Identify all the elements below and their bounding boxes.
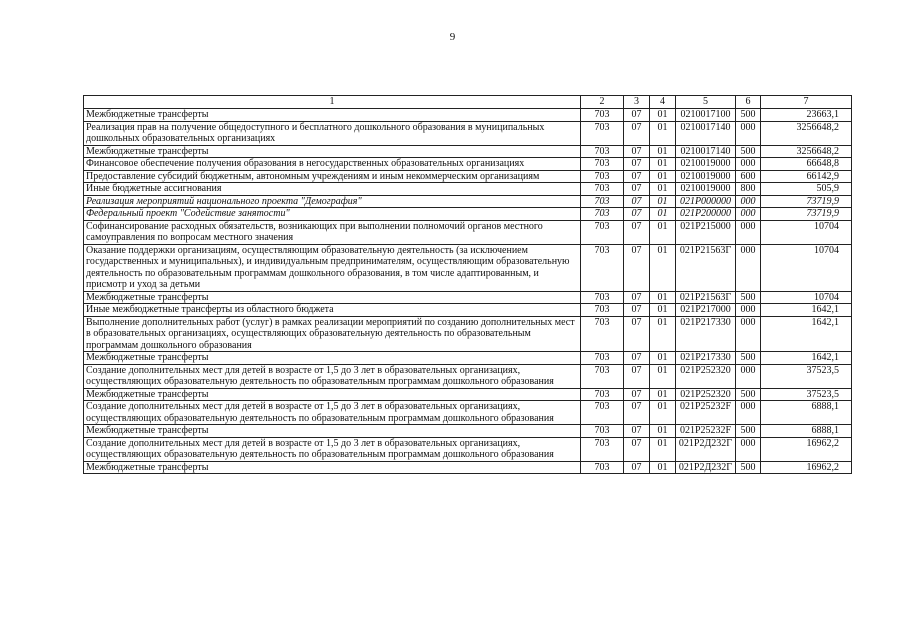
table-row: [84, 195, 852, 208]
row-subsection-cell: 01: [650, 461, 676, 474]
row-section-cell: 07: [624, 461, 650, 474]
row-target-article-cell: 021P000000: [676, 195, 736, 208]
row-amount-cell: 6888,1: [761, 425, 852, 438]
table-row: [84, 291, 852, 304]
row-amount-cell: 23663,1: [761, 109, 852, 122]
row-subsection-cell: 01: [650, 158, 676, 171]
row-code-cell: 703: [581, 170, 624, 183]
table-row: [84, 158, 852, 171]
row-target-article-cell: 0210017140: [676, 121, 736, 145]
table-row: [84, 208, 852, 221]
row-section-cell: 07: [624, 437, 650, 461]
row-expense-type-cell: 000: [736, 208, 761, 221]
row-subsection-cell: 01: [650, 401, 676, 425]
row-section-cell: 07: [624, 388, 650, 401]
table-row: [84, 388, 852, 401]
row-subsection-cell: 01: [650, 304, 676, 317]
row-code-cell: 703: [581, 145, 624, 158]
row-code-cell: 703: [581, 401, 624, 425]
table-row: [84, 220, 852, 244]
table-row: [84, 109, 852, 122]
row-target-article-cell: 0210019000: [676, 158, 736, 171]
row-section-cell: 07: [624, 121, 650, 145]
header-cell: 2: [581, 96, 624, 109]
row-amount-cell: 16962,2: [761, 461, 852, 474]
row-expense-type-cell: 500: [736, 461, 761, 474]
row-target-article-cell: 021P2Д232Г: [676, 437, 736, 461]
row-target-article-cell: 0210019000: [676, 183, 736, 196]
row-subsection-cell: 01: [650, 291, 676, 304]
row-subsection-cell: 01: [650, 183, 676, 196]
row-section-cell: 07: [624, 208, 650, 221]
table-row: [84, 425, 852, 438]
row-target-article-cell: 0210017100: [676, 109, 736, 122]
row-section-cell: 07: [624, 401, 650, 425]
row-subsection-cell: 01: [650, 109, 676, 122]
row-subsection-cell: 01: [650, 145, 676, 158]
row-expense-type-cell: 500: [736, 109, 761, 122]
row-amount-cell: 1642,1: [761, 352, 852, 365]
row-expense-type-cell: 000: [736, 401, 761, 425]
row-code-cell: 703: [581, 437, 624, 461]
row-target-article-cell: 021P217330: [676, 316, 736, 352]
row-expense-type-cell: 000: [736, 316, 761, 352]
row-amount-cell: 1642,1: [761, 304, 852, 317]
row-section-cell: 07: [624, 364, 650, 388]
table-row: [84, 461, 852, 474]
header-cell: 6: [736, 96, 761, 109]
row-section-cell: 07: [624, 158, 650, 171]
row-code-cell: 703: [581, 388, 624, 401]
table-row: [84, 183, 852, 196]
row-amount-cell: 37523,5: [761, 388, 852, 401]
row-subsection-cell: 01: [650, 316, 676, 352]
row-expense-type-cell: 500: [736, 145, 761, 158]
row-code-cell: 703: [581, 121, 624, 145]
row-expense-type-cell: 000: [736, 220, 761, 244]
row-amount-cell: 3256648,2: [761, 145, 852, 158]
table-header-row: [84, 96, 852, 109]
row-code-cell: 703: [581, 304, 624, 317]
row-code-cell: 703: [581, 220, 624, 244]
row-subsection-cell: 01: [650, 121, 676, 145]
row-subsection-cell: 01: [650, 208, 676, 221]
table-body: [84, 96, 852, 474]
row-name-cell: Выполнение дополнительных работ (услуг) в рамках реализации мероприятий по созданию дополнительных мест в образовательных организациях, осуществляющих образовательную деятельность по образовательным программам дошкольного образования: [84, 316, 581, 352]
table-row: [84, 364, 852, 388]
row-code-cell: 703: [581, 291, 624, 304]
row-name-cell: Межбюджетные трансферты: [84, 352, 581, 365]
row-expense-type-cell: 600: [736, 170, 761, 183]
row-target-article-cell: 021P217330: [676, 352, 736, 365]
row-name-cell: Межбюджетные трансферты: [84, 425, 581, 438]
row-amount-cell: 66648,8: [761, 158, 852, 171]
row-expense-type-cell: 500: [736, 425, 761, 438]
row-code-cell: 703: [581, 195, 624, 208]
row-amount-cell: 505,9: [761, 183, 852, 196]
row-name-cell: Создание дополнительных мест для детей в возрасте от 1,5 до 3 лет в образовательных организациях, осуществляющих образовательную деятельность по образовательным программам дошкольного образования: [84, 437, 581, 461]
row-target-article-cell: 0210019000: [676, 170, 736, 183]
table-row: [84, 352, 852, 365]
row-section-cell: 07: [624, 291, 650, 304]
row-section-cell: 07: [624, 244, 650, 291]
row-expense-type-cell: 500: [736, 291, 761, 304]
row-name-cell: Межбюджетные трансферты: [84, 109, 581, 122]
row-name-cell: Реализация прав на получение общедоступного и бесплатного дошкольного образования в муниципальных дошкольных образовательных организациях: [84, 121, 581, 145]
row-amount-cell: 16962,2: [761, 437, 852, 461]
row-target-article-cell: 021P25232F: [676, 401, 736, 425]
row-subsection-cell: 01: [650, 244, 676, 291]
row-expense-type-cell: 000: [736, 195, 761, 208]
row-amount-cell: 1642,1: [761, 316, 852, 352]
row-code-cell: 703: [581, 352, 624, 365]
row-section-cell: 07: [624, 109, 650, 122]
header-cell: 5: [676, 96, 736, 109]
header-cell: 7: [761, 96, 852, 109]
row-target-article-cell: 0210017140: [676, 145, 736, 158]
row-code-cell: 703: [581, 109, 624, 122]
row-expense-type-cell: 500: [736, 352, 761, 365]
row-target-article-cell: 021P21563Г: [676, 291, 736, 304]
row-amount-cell: 3256648,2: [761, 121, 852, 145]
row-code-cell: 703: [581, 158, 624, 171]
row-subsection-cell: 01: [650, 425, 676, 438]
row-amount-cell: 10704: [761, 244, 852, 291]
row-amount-cell: 6888,1: [761, 401, 852, 425]
row-target-article-cell: 021P252320: [676, 364, 736, 388]
header-cell: 4: [650, 96, 676, 109]
row-subsection-cell: 01: [650, 352, 676, 365]
row-amount-cell: 73719,9: [761, 195, 852, 208]
row-subsection-cell: 01: [650, 364, 676, 388]
row-name-cell: Создание дополнительных мест для детей в возрасте от 1,5 до 3 лет в образовательных организациях, осуществляющих образовательную деятельность по образовательным программам дошкольного образования: [84, 401, 581, 425]
table-row: [84, 170, 852, 183]
row-section-cell: 07: [624, 195, 650, 208]
row-target-article-cell: 021P215000: [676, 220, 736, 244]
table-row: [84, 316, 852, 352]
row-subsection-cell: 01: [650, 388, 676, 401]
row-section-cell: 07: [624, 316, 650, 352]
row-section-cell: 07: [624, 352, 650, 365]
row-code-cell: 703: [581, 316, 624, 352]
row-amount-cell: 66142,9: [761, 170, 852, 183]
header-cell: 3: [624, 96, 650, 109]
row-expense-type-cell: 500: [736, 388, 761, 401]
row-code-cell: 703: [581, 461, 624, 474]
row-amount-cell: 73719,9: [761, 208, 852, 221]
row-expense-type-cell: 800: [736, 183, 761, 196]
row-target-article-cell: 021P200000: [676, 208, 736, 221]
row-target-article-cell: 021P252320: [676, 388, 736, 401]
table-row: [84, 401, 852, 425]
row-section-cell: 07: [624, 183, 650, 196]
row-name-cell: Софинансирование расходных обязательств, возникающих при выполнении полномочий органов местного самоуправления по вопросам местного значения: [84, 220, 581, 244]
row-code-cell: 703: [581, 364, 624, 388]
row-name-cell: Финансовое обеспечение получения образования в негосударственных образовательных организациях: [84, 158, 581, 171]
row-expense-type-cell: 000: [736, 437, 761, 461]
row-code-cell: 703: [581, 183, 624, 196]
row-name-cell: Создание дополнительных мест для детей в возрасте от 1,5 до 3 лет в образовательных организациях, осуществляющих образовательную деятельность по образовательным программам дошкольного образования: [84, 364, 581, 388]
row-expense-type-cell: 000: [736, 158, 761, 171]
row-subsection-cell: 01: [650, 170, 676, 183]
row-name-cell: Оказание поддержки организациям, осуществляющим образовательную деятельность (за исключением государственных и муниципальных), и индивидуальным предпринимателям, осуществляющим образовательную деятельность по образовательным программам дошкольного образования, в том числе адаптированным, и присмотр и уход за детьми: [84, 244, 581, 291]
row-expense-type-cell: 000: [736, 304, 761, 317]
header-cell: 1: [84, 96, 581, 109]
row-target-article-cell: 021P2Д232Г: [676, 461, 736, 474]
row-name-cell: Реализация мероприятий национального проекта "Демография": [84, 195, 581, 208]
budget-table: [83, 95, 852, 474]
row-name-cell: Иные бюджетные ассигнования: [84, 183, 581, 196]
row-name-cell: Межбюджетные трансферты: [84, 291, 581, 304]
row-target-article-cell: 021P21563Г: [676, 244, 736, 291]
row-expense-type-cell: 000: [736, 364, 761, 388]
row-section-cell: 07: [624, 425, 650, 438]
row-target-article-cell: 021P217000: [676, 304, 736, 317]
row-expense-type-cell: 000: [736, 244, 761, 291]
table-row: [84, 437, 852, 461]
row-code-cell: 703: [581, 244, 624, 291]
table-row: [84, 121, 852, 145]
table-row: [84, 244, 852, 291]
page-number: 9: [449, 31, 456, 43]
row-section-cell: 07: [624, 170, 650, 183]
row-expense-type-cell: 000: [736, 121, 761, 145]
row-subsection-cell: 01: [650, 437, 676, 461]
row-name-cell: Межбюджетные трансферты: [84, 388, 581, 401]
row-name-cell: Межбюджетные трансферты: [84, 145, 581, 158]
row-subsection-cell: 01: [650, 195, 676, 208]
row-section-cell: 07: [624, 304, 650, 317]
row-code-cell: 703: [581, 425, 624, 438]
row-name-cell: Межбюджетные трансферты: [84, 461, 581, 474]
row-section-cell: 07: [624, 220, 650, 244]
row-amount-cell: 10704: [761, 291, 852, 304]
table-row: [84, 145, 852, 158]
row-code-cell: 703: [581, 208, 624, 221]
row-section-cell: 07: [624, 145, 650, 158]
row-subsection-cell: 01: [650, 220, 676, 244]
row-amount-cell: 10704: [761, 220, 852, 244]
row-amount-cell: 37523,5: [761, 364, 852, 388]
row-name-cell: Федеральный проект "Содействие занятости": [84, 208, 581, 221]
row-name-cell: Иные межбюджетные трансферты из областного бюджета: [84, 304, 581, 317]
table-row: [84, 304, 852, 317]
row-target-article-cell: 021P25232F: [676, 425, 736, 438]
row-name-cell: Предоставление субсидий бюджетным, автономным учреждениям и иным некоммерческим организациям: [84, 170, 581, 183]
